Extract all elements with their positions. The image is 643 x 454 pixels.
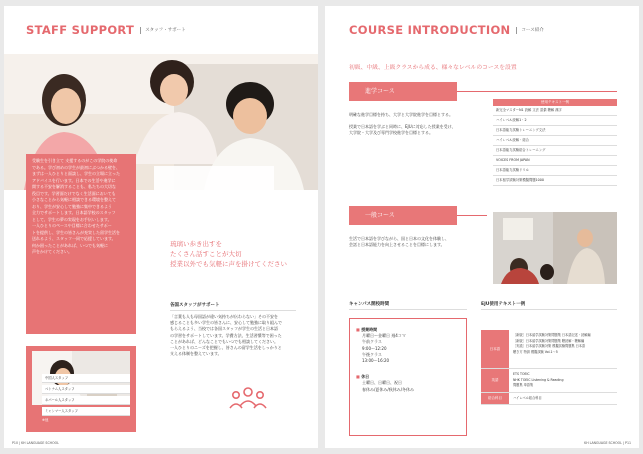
schedule-lines bbox=[356, 327, 414, 393]
body-line: の学習をサポートしています。学費方法、生活習慣等で困った bbox=[170, 332, 282, 338]
eju-item: NHK TOEIC Listening & Reading bbox=[513, 377, 564, 382]
textbook-table-rows bbox=[493, 106, 617, 186]
eju-table bbox=[481, 330, 617, 405]
lead-text: 初級、中級、上級クラスから成る、様々なレベルのコースを設置 bbox=[349, 65, 517, 71]
page-footer: KH LANGUAGE SCHOOL | P11 bbox=[584, 441, 631, 445]
intro-line: 送れるよう、スタッフ一同で応援しています。 bbox=[32, 236, 116, 241]
staff-note: ※他 bbox=[42, 418, 49, 422]
textbook-row: 新完全マスターN1 読解 文法 語彙 聴解 漢字 bbox=[493, 106, 617, 116]
schedule-line: 春休み/夏休み/秋休み/冬休み bbox=[362, 386, 415, 392]
staff-support-body bbox=[170, 314, 310, 357]
eju-row bbox=[481, 330, 617, 369]
body-line: 一人ひとりのニーズを把握し、皆さんの留学生活をしっかりと bbox=[170, 345, 282, 351]
intro-line: 声をかけてください。 bbox=[32, 249, 72, 254]
textbook-row: VOICES FROM JAPAN bbox=[493, 156, 617, 166]
schedule-line: 午後クラス bbox=[362, 351, 382, 357]
intro-line: 関する不安を解消することも、私たちの大切な bbox=[32, 184, 116, 189]
desc-line: 会話と日本語能力を向上させることを目標にします。 bbox=[349, 242, 445, 248]
schedule-line: 13:00〜16:20 bbox=[362, 358, 390, 364]
eju-item: 聴き方 特訓 模擬試験 Vol.1〜5 bbox=[513, 349, 558, 354]
schedule-title: キャンパス開校時間 bbox=[349, 302, 390, 307]
textbook-row: 日本留学試験対策模擬問題1000 bbox=[493, 176, 617, 186]
course-band-academic: 進学コース bbox=[349, 82, 457, 101]
textbook-row: ハイレベル読解・総合 bbox=[493, 136, 617, 146]
textbook-row: 日本語能力試験トレーニング文法 bbox=[493, 126, 617, 136]
staff-list bbox=[42, 374, 130, 423]
desc-line: 生活で日本語を学びながら、国と日本の文化を体験し、 bbox=[349, 236, 449, 241]
intro-text bbox=[32, 158, 134, 256]
textbook-row: 日本語能力試験総合トレーニング bbox=[493, 146, 617, 156]
intro-line: 全力でサポートします。日本語学校のスタッフ bbox=[32, 210, 116, 215]
section-header bbox=[26, 23, 186, 37]
staff-list-item: 中国人スタッフ bbox=[42, 374, 130, 383]
divider bbox=[457, 215, 487, 216]
divider bbox=[481, 309, 617, 310]
eju-row-items bbox=[513, 393, 617, 405]
course-desc-general bbox=[349, 236, 489, 248]
right-page bbox=[325, 6, 639, 448]
body-line: 「言葉も人も母国語が違い気持ちが伝わらない」その不安を bbox=[170, 314, 278, 319]
schedule-line: 月曜日〜金曜日 週4コマ bbox=[362, 333, 406, 339]
intro-line: トを提供し、学生の皆さんが充実した留学生活を bbox=[32, 229, 120, 235]
schedule-line: 土曜日、日曜日、祝日 bbox=[362, 380, 402, 386]
eju-item: 問題集 単語集 bbox=[513, 383, 534, 388]
section-title-en: COURSE INTRODUCTION bbox=[349, 23, 511, 37]
staff-list-item: ベトナム人スタッフ bbox=[42, 385, 130, 394]
eju-row-items bbox=[513, 330, 617, 368]
course-band-general: 一般コース bbox=[349, 206, 457, 225]
divider bbox=[349, 309, 467, 310]
eju-row-items bbox=[513, 369, 617, 392]
headline-line-3: 授業以外でも気軽に声を掛けてください bbox=[170, 260, 287, 268]
desc-line: 明確な進学目標を持ち、大学と大学院進学を目標とする。 bbox=[349, 112, 453, 117]
intro-line: である。学び初めの学生が最初にぶつかる壁を、 bbox=[32, 164, 120, 170]
section-title-jp: スタッフ・サポート bbox=[140, 27, 186, 34]
section-header bbox=[349, 23, 544, 37]
eju-item: ［新版］日本留学試験対策問題集 聴読解・聴解編 bbox=[513, 338, 585, 343]
intro-line: 小さなことから気軽に相談できる環境を整えて bbox=[32, 197, 116, 202]
page-footer: P10 | KH LANGUAGE SCHOOL bbox=[12, 441, 59, 445]
eju-item: ［実践］日本留学試験対策 模擬試験問題集 日本語 bbox=[513, 344, 586, 349]
section-title-jp: コース紹介 bbox=[516, 27, 543, 34]
eju-item: ETS TOEIC bbox=[513, 372, 530, 376]
body-line: 感じることも多い学生の皆さんに、安心して勉強に取り組んで bbox=[170, 320, 282, 326]
staff-list-item: ミャンマー人スタッフ bbox=[42, 407, 130, 416]
divider bbox=[170, 310, 296, 311]
body-line: 支える体制を整えています。 bbox=[170, 351, 222, 357]
headline-line-1: 琉璃い歩き出すを bbox=[170, 240, 222, 248]
intro-line: として、学生の夢の実現をお手伝いします。 bbox=[32, 216, 112, 222]
classroom-photo bbox=[493, 212, 617, 284]
schedule-line: 午前クラス bbox=[362, 339, 382, 345]
divider bbox=[457, 91, 617, 92]
eju-row-label: 英語 bbox=[481, 369, 509, 392]
eju-item: ［新版］日本留学試験対策問題集 日本語記述・読解編 bbox=[513, 333, 591, 337]
staff-support-heading: 各国スタッフがサポート bbox=[170, 303, 220, 308]
textbook-row: 日本語能力試験ドリル bbox=[493, 166, 617, 176]
people-icon bbox=[228, 382, 268, 412]
staff-list-item: ネパール人スタッフ bbox=[42, 396, 130, 405]
desc-line: 授業で日本語を学ぶと同時に、EJUに対応した授業を受け、 bbox=[349, 124, 456, 130]
intro-line: おり、学生が安心して勉強に集中できるよう bbox=[32, 203, 112, 209]
eju-row bbox=[481, 393, 617, 406]
section-title-en: STAFF SUPPORT bbox=[26, 23, 135, 37]
eju-row bbox=[481, 369, 617, 393]
schedule-label-hours: ■ 授業時間 bbox=[356, 327, 378, 332]
desc-line: 大学院・大学及び専門学校進学を目標とする。 bbox=[349, 130, 433, 136]
intro-line: 何か困ったことがあれば、いつでも気軽に bbox=[32, 242, 108, 248]
course-desc-academic bbox=[349, 112, 489, 137]
schedule-box bbox=[349, 318, 467, 436]
intro-line: アドバイスを行います。日本での生活や進学に bbox=[32, 177, 116, 183]
intro-line: 役目です。学習面だけでなく生活面においても bbox=[32, 190, 116, 196]
textbook-table-title: 使用テキスト一例 bbox=[493, 99, 617, 106]
body-line: もらえるよう、当校では各国スタッフが学生の生活と日本語 bbox=[170, 326, 278, 332]
eju-row-label: 日本語 bbox=[481, 330, 509, 368]
headline bbox=[170, 239, 318, 269]
headline-line-2: たくさん話すことが大切 bbox=[170, 250, 242, 258]
schedule-label-holidays: ■ 休日 bbox=[356, 374, 370, 380]
schedule-line: 9:00〜12:20 bbox=[362, 345, 387, 351]
textbook-table bbox=[493, 99, 617, 186]
eju-row-label: 総合科目 bbox=[481, 393, 509, 405]
eju-item: ハイレベル総合科目 bbox=[513, 395, 542, 400]
intro-line: 一人ひとりのペースや目標に合わせたサポー bbox=[32, 223, 112, 228]
left-page bbox=[4, 6, 318, 448]
body-line: ことがあれば、どんなことでもいつでも相談してください。 bbox=[170, 338, 278, 344]
eju-title: EJU使用テキスト一例 bbox=[481, 302, 526, 307]
intro-line: まずは一人ひとりと面談し、学生の立場に立った bbox=[32, 171, 120, 176]
textbook-row: ハイレベル読解1・2 bbox=[493, 116, 617, 126]
intro-line: 受験生を引き立て 支援するのがこの学院の使命 bbox=[32, 158, 118, 163]
